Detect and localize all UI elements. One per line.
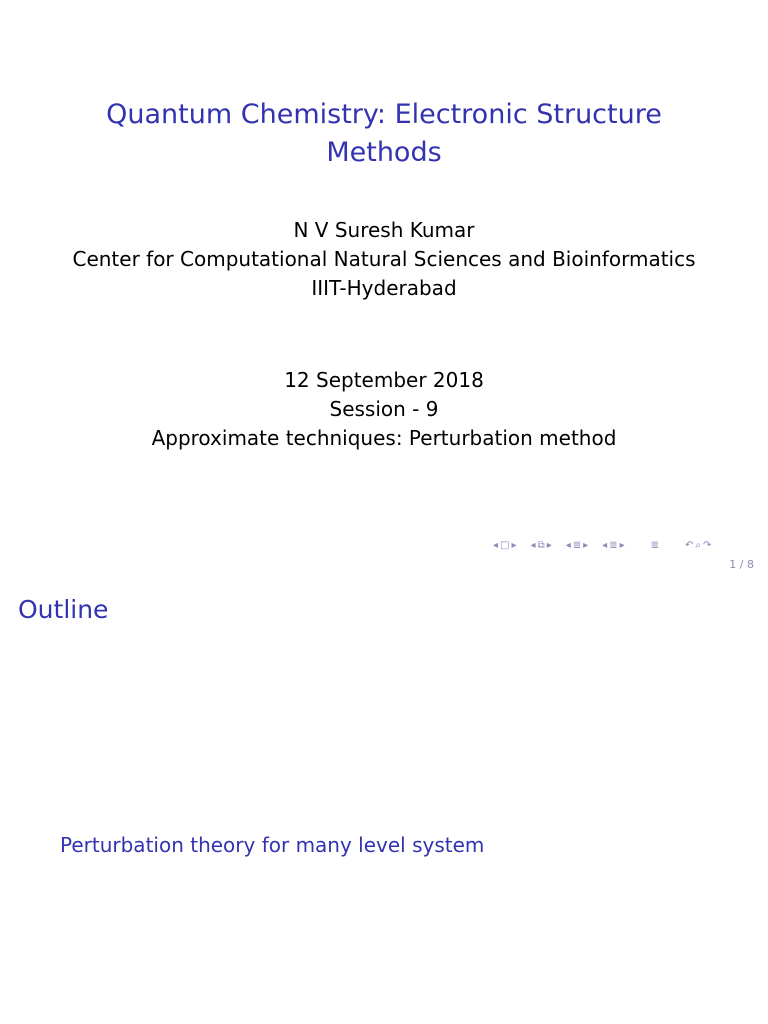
- nav-section2-icon[interactable]: ≣: [609, 540, 618, 551]
- nav-subsection-icon[interactable]: ⧉: [537, 540, 545, 551]
- nav-prev-subsection-icon[interactable]: ◂: [530, 540, 536, 551]
- nav-next-subsection-icon[interactable]: ▸: [546, 540, 552, 551]
- nav-frame-icon[interactable]: □: [500, 540, 510, 551]
- nav-align-icon[interactable]: ≣: [650, 540, 660, 551]
- page-number: 1 / 8: [729, 558, 754, 571]
- outline-slide: [0, 576, 768, 1024]
- toc-item[interactable]: Perturbation theory for many level system: [60, 833, 485, 857]
- nav-section-icon[interactable]: ≣: [572, 540, 582, 551]
- beamer-navigation-bar: [493, 539, 711, 553]
- presentation-date: 12 September 2018: [284, 368, 484, 392]
- institute-line1: Center for Computational Natural Sciences and Bioinformatics: [72, 247, 696, 271]
- nav-back-icon[interactable]: ↶: [685, 540, 694, 551]
- presentation-title-line1: Quantum Chemistry: Electronic Structure: [106, 99, 662, 130]
- nav-search-icon[interactable]: ⌕: [695, 540, 702, 551]
- nav-prev-section-icon[interactable]: ◂: [565, 540, 571, 551]
- nav-next-section2-icon[interactable]: ▸: [619, 540, 625, 551]
- nav-prev-frame-icon[interactable]: ◂: [493, 540, 499, 551]
- nav-next-section-icon[interactable]: ▸: [583, 540, 589, 551]
- nav-prev-section2-icon[interactable]: ◂: [602, 540, 608, 551]
- session-label: Session - 9: [329, 397, 439, 421]
- nav-next-frame-icon[interactable]: ▸: [511, 540, 517, 551]
- presentation-title-line2: Methods: [326, 137, 442, 168]
- outline-heading: Outline: [18, 595, 109, 624]
- nav-forward-icon[interactable]: ↷: [703, 540, 712, 551]
- topic-label: Approximate techniques: Perturbation method: [151, 426, 617, 450]
- author-name: N V Suresh Kumar: [293, 218, 475, 242]
- institute-line2: IIIT-Hyderabad: [311, 276, 457, 300]
